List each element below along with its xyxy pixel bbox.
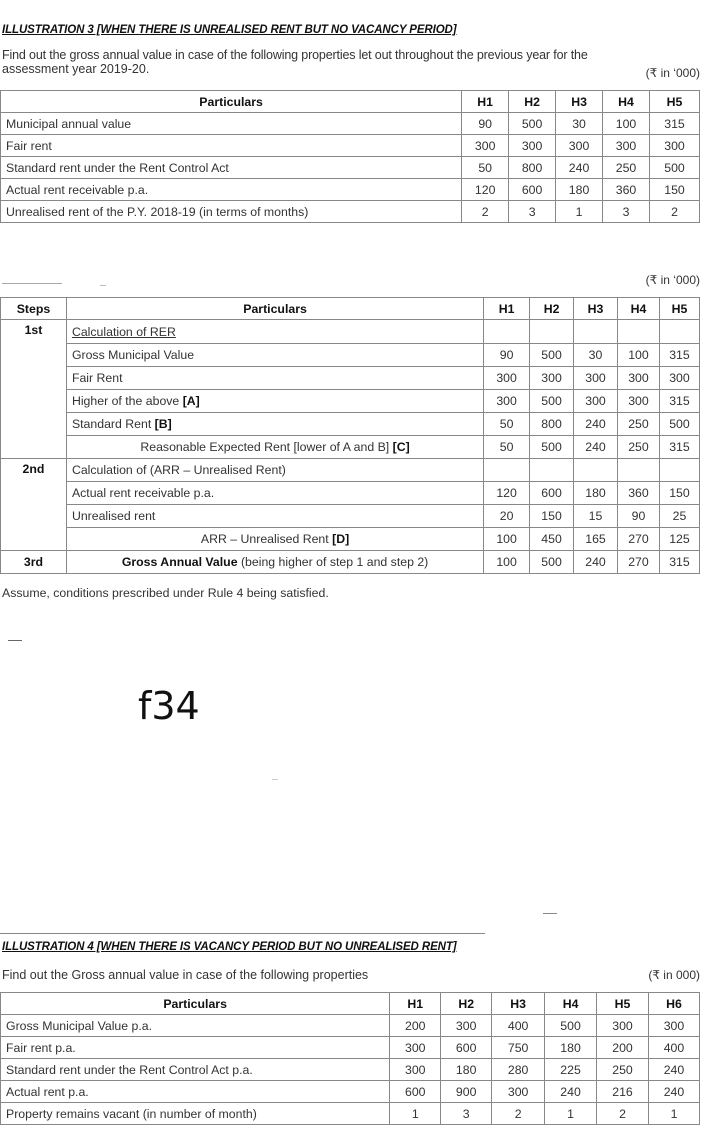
- cell-value: 250: [597, 1059, 649, 1081]
- cell-value: 315: [650, 113, 700, 135]
- section-heading: Calculation of RER: [71, 324, 176, 339]
- illustration-4-unit: (₹ in 000): [648, 968, 700, 982]
- column-header-h1: H1: [390, 993, 441, 1015]
- row-label: Fair rent: [1, 135, 462, 157]
- row-label: [66, 320, 483, 344]
- cell-value: 500: [545, 1015, 597, 1037]
- column-header-steps: Steps: [1, 298, 67, 320]
- cell-value: 270: [618, 528, 660, 551]
- cell-value: 500: [530, 390, 574, 413]
- cell-value: 315: [659, 551, 699, 574]
- cell-value: 600: [390, 1081, 441, 1103]
- cell-value: 270: [618, 551, 660, 574]
- cell-value: 2: [597, 1103, 649, 1125]
- cell-value: 150: [530, 505, 574, 528]
- column-header-h4: H4: [545, 993, 597, 1015]
- cell-value: 300: [659, 367, 699, 390]
- table-row: [1, 201, 700, 223]
- column-header-particulars: Particulars: [1, 993, 390, 1015]
- cell-value: 180: [574, 482, 618, 505]
- cell-value: [618, 459, 660, 482]
- table-header-row: [1, 91, 700, 113]
- table-header-row: [1, 298, 700, 320]
- cell-value: 300: [618, 367, 660, 390]
- cell-value: 300: [650, 135, 700, 157]
- cell-value: 1: [545, 1103, 597, 1125]
- cell-value: 500: [530, 551, 574, 574]
- row-label: Gross Municipal Value p.a.: [1, 1015, 390, 1037]
- row-label: [66, 528, 483, 551]
- table-row: [1, 551, 700, 574]
- cell-value: 500: [530, 436, 574, 459]
- illustration-3-description: [2, 48, 702, 76]
- label-text: Gross Municipal Value: [71, 348, 195, 362]
- cell-value: 300: [618, 390, 660, 413]
- table-row: [1, 157, 700, 179]
- column-header-h5: H5: [597, 993, 649, 1015]
- table-row: [1, 179, 700, 201]
- column-header-particulars: Particulars: [66, 298, 483, 320]
- cell-value: 120: [462, 179, 509, 201]
- table-row: [1, 436, 700, 459]
- row-label: Standard rent under the Rent Control Act: [1, 157, 462, 179]
- cell-value: 300: [484, 390, 530, 413]
- gav-label: Gross Annual Value: [121, 555, 238, 569]
- column-header-h6: H6: [648, 993, 699, 1015]
- table-row: [1, 113, 700, 135]
- cell-value: 240: [648, 1081, 699, 1103]
- cell-value: 2: [650, 201, 700, 223]
- table-row: [1, 1037, 700, 1059]
- cell-value: 280: [492, 1059, 545, 1081]
- cell-value: 225: [545, 1059, 597, 1081]
- table-row: [1, 344, 700, 367]
- column-header-h5: H5: [659, 298, 699, 320]
- cell-value: 800: [509, 157, 556, 179]
- row-label: Actual rent receivable p.a.: [1, 179, 462, 201]
- label-text: Fair Rent: [71, 371, 123, 385]
- cell-value: 300: [530, 367, 574, 390]
- cell-value: 800: [530, 413, 574, 436]
- cell-value: 300: [441, 1015, 492, 1037]
- column-header-h3: H3: [574, 298, 618, 320]
- row-label: Actual rent p.a.: [1, 1081, 390, 1103]
- cell-value: 600: [530, 482, 574, 505]
- row-label: [66, 344, 483, 367]
- cell-value: 1: [390, 1103, 441, 1125]
- cell-value: [574, 459, 618, 482]
- illustration-3-unit: (₹ in ‘000): [645, 66, 700, 80]
- cell-value: 250: [603, 157, 650, 179]
- cell-value: 300: [556, 135, 603, 157]
- cell-value: 150: [650, 179, 700, 201]
- cell-value: 90: [618, 505, 660, 528]
- table-row: [1, 320, 700, 344]
- column-header-h1: H1: [462, 91, 509, 113]
- cell-value: [618, 320, 660, 344]
- label-text: ARR – Unrealised Rent: [200, 532, 333, 546]
- solution-note: Assume, conditions prescribed under Rule 4 being satisfied.: [2, 586, 329, 600]
- cell-value: 300: [574, 390, 618, 413]
- column-header-h3: H3: [492, 993, 545, 1015]
- cell-value: 3: [603, 201, 650, 223]
- column-header-h3: H3: [556, 91, 603, 113]
- label-tag: [D]: [332, 532, 350, 546]
- cell-value: 500: [659, 413, 699, 436]
- cell-value: 315: [659, 436, 699, 459]
- cell-value: 3: [441, 1103, 492, 1125]
- cell-value: 450: [530, 528, 574, 551]
- cell-value: 600: [509, 179, 556, 201]
- row-label: [66, 551, 483, 574]
- solution-unit: (₹ in ‘000): [645, 273, 700, 287]
- cell-value: 300: [484, 367, 530, 390]
- cell-value: 400: [648, 1037, 699, 1059]
- cell-value: 300: [648, 1015, 699, 1037]
- cell-value: 90: [484, 344, 530, 367]
- row-label: [66, 505, 483, 528]
- illustration-4-description: Find out the Gross annual value in case of the following properties: [2, 968, 369, 982]
- row-label: [66, 390, 483, 413]
- cell-value: 240: [556, 157, 603, 179]
- cell-value: 150: [659, 482, 699, 505]
- step-label: 2nd: [1, 459, 67, 551]
- column-header-h4: H4: [618, 298, 660, 320]
- cell-value: 2: [492, 1103, 545, 1125]
- cell-value: 400: [492, 1015, 545, 1037]
- row-label: [66, 482, 483, 505]
- label-tag: [A]: [182, 394, 200, 408]
- table-header-row: [1, 993, 700, 1015]
- label-text: Unrealised rent: [71, 509, 156, 523]
- table-row: [1, 459, 700, 482]
- label-tag: [B]: [154, 417, 172, 431]
- solution-table: [0, 297, 700, 574]
- cell-value: [484, 320, 530, 344]
- cell-value: 180: [556, 179, 603, 201]
- illustration-3-table: [0, 90, 700, 223]
- cell-value: 250: [618, 436, 660, 459]
- row-label: [66, 413, 483, 436]
- column-header-h2: H2: [509, 91, 556, 113]
- cell-value: 300: [509, 135, 556, 157]
- cell-value: 900: [441, 1081, 492, 1103]
- column-header-h2: H2: [530, 298, 574, 320]
- cell-value: 1: [648, 1103, 699, 1125]
- cell-value: 15: [574, 505, 618, 528]
- cell-value: 300: [390, 1037, 441, 1059]
- cell-value: 600: [441, 1037, 492, 1059]
- cell-value: 500: [650, 157, 700, 179]
- cell-value: 25: [659, 505, 699, 528]
- table-row: [1, 1059, 700, 1081]
- illustration-3-title: ILLUSTRATION 3 [WHEN THERE IS UNREALISED RENT BUT NO VACANCY PERIOD]: [2, 24, 457, 36]
- table-row: [1, 390, 700, 413]
- cell-value: 240: [574, 436, 618, 459]
- cell-value: 50: [484, 413, 530, 436]
- cell-value: [530, 459, 574, 482]
- cell-value: 300: [462, 135, 509, 157]
- column-header-h1: H1: [484, 298, 530, 320]
- cell-value: [484, 459, 530, 482]
- illustration-4-table: [0, 992, 700, 1125]
- table-row: [1, 367, 700, 390]
- table-row: [1, 1103, 700, 1125]
- row-label: [66, 436, 483, 459]
- cell-value: 300: [603, 135, 650, 157]
- label-text: Reasonable Expected Rent [lower of A and B]: [140, 440, 393, 454]
- table-row: [1, 528, 700, 551]
- column-header-h2: H2: [441, 993, 492, 1015]
- cell-value: 300: [492, 1081, 545, 1103]
- handwritten-note: f34: [138, 684, 200, 728]
- row-label: Standard rent under the Rent Control Act p.a.: [1, 1059, 390, 1081]
- table-row: [1, 1081, 700, 1103]
- cell-value: 300: [574, 367, 618, 390]
- cell-value: 100: [618, 344, 660, 367]
- cell-value: 90: [462, 113, 509, 135]
- table-row: [1, 1015, 700, 1037]
- column-header-h4: H4: [603, 91, 650, 113]
- row-label: Fair rent p.a.: [1, 1037, 390, 1059]
- cell-value: 30: [556, 113, 603, 135]
- description-line-1: Find out the gross annual value in case of the following properties let out throughout the previous year for the: [2, 48, 588, 62]
- cell-value: 300: [390, 1059, 441, 1081]
- cell-value: 100: [603, 113, 650, 135]
- label-tag: [C]: [392, 440, 410, 454]
- gav-label-note: (being higher of step 1 and step 2): [237, 555, 429, 569]
- cell-value: 240: [545, 1081, 597, 1103]
- cell-value: 500: [509, 113, 556, 135]
- cell-value: 360: [618, 482, 660, 505]
- cell-value: 200: [597, 1037, 649, 1059]
- row-label: Municipal annual value: [1, 113, 462, 135]
- label-text: Higher of the above: [71, 394, 183, 408]
- cell-value: 240: [648, 1059, 699, 1081]
- cell-value: 165: [574, 528, 618, 551]
- cell-value: [574, 320, 618, 344]
- step-label: 3rd: [1, 551, 67, 574]
- cell-value: 315: [659, 390, 699, 413]
- column-header-h5: H5: [650, 91, 700, 113]
- cell-value: 240: [574, 551, 618, 574]
- table-row: [1, 413, 700, 436]
- cell-value: 200: [390, 1015, 441, 1037]
- row-label: Unrealised rent of the P.Y. 2018-19 (in terms of months): [1, 201, 462, 223]
- cell-value: 360: [603, 179, 650, 201]
- cell-value: 3: [509, 201, 556, 223]
- cell-value: 100: [484, 528, 530, 551]
- row-label: [66, 367, 483, 390]
- cell-value: 100: [484, 551, 530, 574]
- cell-value: 216: [597, 1081, 649, 1103]
- cell-value: 125: [659, 528, 699, 551]
- cell-value: 2: [462, 201, 509, 223]
- row-label: Property remains vacant (in number of month): [1, 1103, 390, 1125]
- cell-value: 1: [556, 201, 603, 223]
- cell-value: [659, 459, 699, 482]
- cell-value: 750: [492, 1037, 545, 1059]
- cell-value: 250: [618, 413, 660, 436]
- illustration-4-title: ILLUSTRATION 4 [WHEN THERE IS VACANCY PERIOD BUT NO UNREALISED RENT]: [2, 941, 457, 953]
- cell-value: 180: [545, 1037, 597, 1059]
- cell-value: [659, 320, 699, 344]
- cell-value: 315: [659, 344, 699, 367]
- cell-value: 300: [597, 1015, 649, 1037]
- cell-value: 20: [484, 505, 530, 528]
- cell-value: 500: [530, 344, 574, 367]
- table-row: [1, 135, 700, 157]
- step-label: 1st: [1, 320, 67, 459]
- section-heading: Calculation of (ARR – Unrealised Rent): [66, 459, 483, 482]
- table-row: [1, 505, 700, 528]
- cell-value: 30: [574, 344, 618, 367]
- cell-value: [530, 320, 574, 344]
- description-line-2: assessment year 2019-20.: [2, 62, 150, 76]
- label-text: Actual rent receivable p.a.: [71, 486, 215, 500]
- cell-value: 120: [484, 482, 530, 505]
- label-text: Standard Rent: [71, 417, 155, 431]
- cell-value: 180: [441, 1059, 492, 1081]
- table-row: [1, 482, 700, 505]
- column-header-particulars: Particulars: [1, 91, 462, 113]
- cell-value: 240: [574, 413, 618, 436]
- cell-value: 50: [484, 436, 530, 459]
- cell-value: 50: [462, 157, 509, 179]
